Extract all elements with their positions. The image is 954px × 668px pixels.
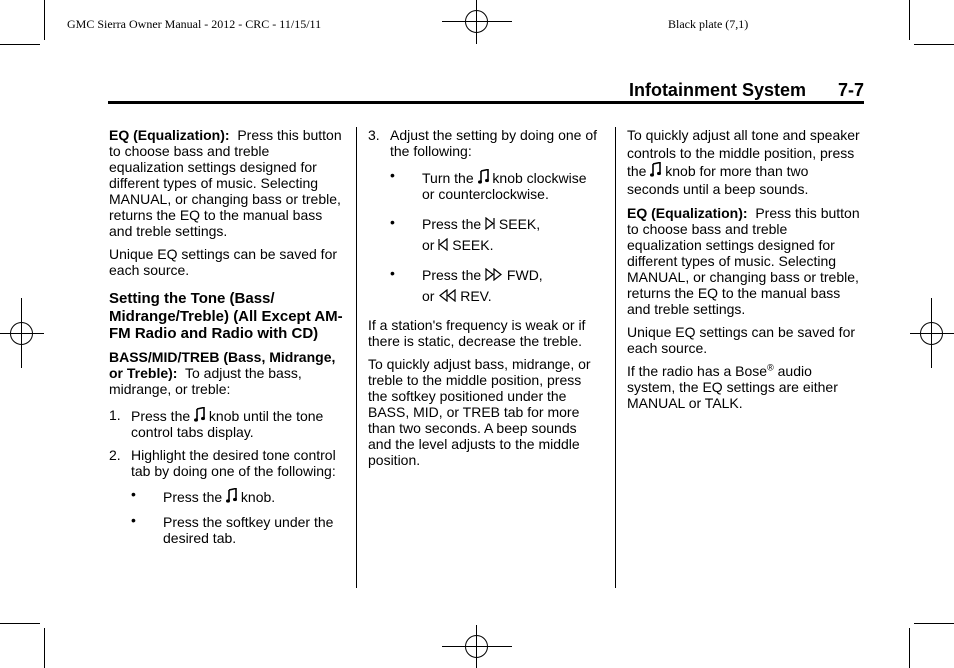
bullet-text: Press the xyxy=(422,216,482,232)
step-text: Adjust the setting by doing one of the following: xyxy=(390,127,598,159)
header-rule xyxy=(108,101,864,104)
paragraph-text: To quickly adjust all tone and speaker controls to the middle position, press the xyxy=(627,127,860,179)
eq-paragraph xyxy=(109,127,345,239)
music-note-icon xyxy=(478,169,489,184)
step-text: Press the xyxy=(131,407,191,424)
bullet-text: knob clockwise or counterclockwise. xyxy=(422,170,587,202)
bullet-text: Press the xyxy=(163,488,223,505)
bose-paragraph xyxy=(627,363,863,411)
quick-adjust-paragraph xyxy=(627,126,863,198)
unique-eq-paragraph: Unique EQ settings can be saved for each source. xyxy=(109,246,338,278)
eq-description: Press this button to choose bass and treble equalization settings designed for different types of music. Selecting MANUAL, or changing bass or treble, returns the EQ to the manual bass and treble settings. xyxy=(109,127,342,239)
unique-eq-paragraph: Unique EQ settings can be saved for each source. xyxy=(627,324,856,356)
paragraph-text: If the radio has a Bose xyxy=(627,363,768,379)
bullet-press-knob xyxy=(109,485,345,505)
bullet-turn-knob xyxy=(368,169,602,202)
bmt-description: To adjust the bass, midrange, or treble: xyxy=(109,364,302,397)
eq-description: Press this button to choose bass and treble equalization settings designed for different types of music. Selecting MANUAL, or changing bass or treble, returns the EQ to the manual bass and treble settings. xyxy=(627,205,860,317)
fast-forward-icon xyxy=(485,268,503,281)
bullet-fwd-rev xyxy=(368,265,602,307)
step-number: 2. xyxy=(109,446,121,463)
bullet-text: Press the softkey under the desired tab. xyxy=(163,513,334,546)
column-separator-1 xyxy=(356,127,357,588)
bmt-paragraph xyxy=(109,349,345,397)
step-1 xyxy=(109,407,345,440)
plate-info-right: Black plate (7,1) xyxy=(668,17,749,31)
music-note-icon xyxy=(650,162,661,177)
eq-term: EQ (Equalization): xyxy=(109,127,230,143)
paragraph-text: knob for more than two seconds until a beep sounds. xyxy=(627,163,809,197)
bullet-dot: • xyxy=(131,485,136,502)
section-title: Infotainment System xyxy=(628,80,806,100)
bullet-text: Press the xyxy=(422,267,482,283)
step-2 xyxy=(109,447,345,479)
column-separator-2 xyxy=(615,127,616,588)
column-2 xyxy=(368,127,602,475)
section-heading: Setting the Tone (Bass/ Midrange/Treble) (All Except AM-FM Radio and Radio with CD) xyxy=(109,290,343,342)
bullet-press-softkey xyxy=(109,511,345,546)
seek-forward-icon xyxy=(485,217,495,230)
page-number: 7-7 xyxy=(837,80,864,100)
rewind-icon xyxy=(438,289,456,302)
bullet-dot: • xyxy=(390,214,395,230)
step-number: 3. xyxy=(368,127,380,143)
middle-position-paragraph: To quickly adjust bass, midrange, or treble to the middle position, press the softkey positioned under the BASS, MID, or TREB tab for more than two seconds. A beep sounds and the level adjusts to the middle position. xyxy=(368,356,591,468)
crop-mark-bottom-left-v xyxy=(44,628,45,668)
bullet-text: SEEK. xyxy=(452,237,494,253)
bullet-text: or xyxy=(422,237,435,253)
registered-mark: ® xyxy=(767,362,774,373)
step-text: knob until the tone control tabs display. xyxy=(131,407,324,440)
step-text: Highlight the desired tone control tab by doing one of the following: xyxy=(131,446,336,479)
seek-back-icon xyxy=(438,238,448,251)
bullet-text: REV. xyxy=(460,288,492,304)
running-head xyxy=(629,80,864,101)
step-3 xyxy=(368,127,602,159)
music-note-icon xyxy=(226,488,237,503)
weak-station-paragraph: If a station's frequency is weak or if there is static, decrease the treble. xyxy=(368,317,586,349)
bmt-term: BASS/MID/TREB (Bass, Midrange, or Treble): xyxy=(109,348,336,381)
paragraph-text: audio system, the EQ settings are either MANUAL or TALK. xyxy=(627,363,838,411)
music-note-icon xyxy=(194,407,205,422)
bullet-text: or xyxy=(422,288,435,304)
bullet-dot: • xyxy=(131,511,136,528)
bullet-text: knob. xyxy=(240,488,276,505)
plate-info-left: GMC Sierra Owner Manual - 2012 - CRC - 11/15/11 xyxy=(67,17,322,31)
column-3 xyxy=(627,127,863,418)
crop-mark-top-left-v xyxy=(44,0,45,40)
crop-mark-bottom-left-h xyxy=(0,623,40,624)
crop-mark-top-right-h xyxy=(914,44,954,45)
bullet-text: FWD, xyxy=(506,267,543,283)
column-1 xyxy=(109,127,345,555)
bullet-dot: • xyxy=(390,265,395,281)
crop-mark-bottom-right-h xyxy=(914,623,954,624)
eq-term: EQ (Equalization): xyxy=(627,205,748,221)
crop-mark-bottom-right-v xyxy=(909,628,910,668)
eq-paragraph xyxy=(627,205,863,317)
bullet-seek xyxy=(368,214,602,256)
crop-mark-top-right-v xyxy=(909,0,910,40)
bullet-text: SEEK, xyxy=(498,216,541,232)
crop-mark-top-left-h xyxy=(0,44,40,45)
bullet-dot: • xyxy=(390,167,395,183)
step-number: 1. xyxy=(109,406,121,423)
bullet-text: Turn the xyxy=(422,170,474,186)
